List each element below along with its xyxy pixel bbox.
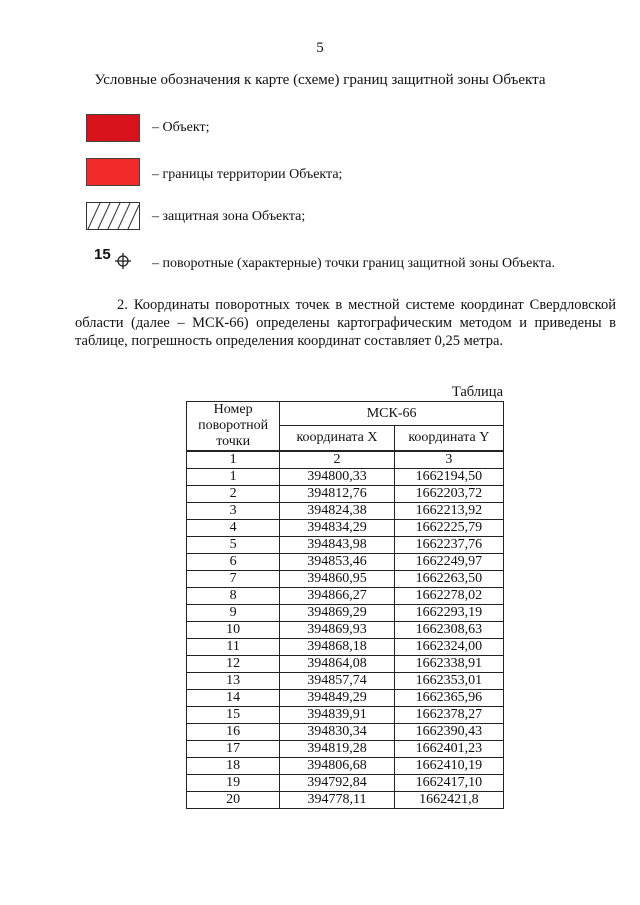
legend-item-turning-points (0, 246, 640, 282)
table-caption: Таблица (451, 384, 503, 400)
column-number: 3 (394, 451, 503, 469)
coord-x-cell: 394864,08 (280, 656, 394, 673)
point-number-cell: 3 (187, 503, 280, 520)
header-msk66: МСК-66 (280, 402, 504, 426)
coord-y-cell: 1662324,00 (394, 639, 503, 656)
coord-y-cell: 1662225,79 (394, 520, 503, 537)
table-row (187, 503, 504, 520)
point-number-cell: 4 (187, 520, 280, 537)
coord-x-cell: 394857,74 (280, 673, 394, 690)
coord-x-cell: 394834,29 (280, 520, 394, 537)
table-row (187, 537, 504, 554)
point-number-cell: 20 (187, 792, 280, 809)
coord-y-cell: 1662203,72 (394, 486, 503, 503)
legend-item-object (0, 114, 640, 146)
point-number-cell: 5 (187, 537, 280, 554)
table-row (187, 554, 504, 571)
coord-x-cell: 394868,18 (280, 639, 394, 656)
coordinates-table-body (187, 451, 504, 809)
coord-x-cell: 394866,27 (280, 588, 394, 605)
table-row (187, 656, 504, 673)
coord-x-cell: 394869,93 (280, 622, 394, 639)
legend-title: Условные обозначения к карте (схеме) границ защитной зоны Объекта (94, 72, 546, 88)
legend-item-protective-zone (0, 202, 640, 234)
coord-y-cell: 1662401,23 (394, 741, 503, 758)
point-number-cell: 14 (187, 690, 280, 707)
coord-y-cell: 1662338,91 (394, 656, 503, 673)
table-row (187, 741, 504, 758)
coord-y-cell: 1662390,43 (394, 724, 503, 741)
coord-y-cell: 1662293,19 (394, 605, 503, 622)
coord-y-cell: 1662308,63 (394, 622, 503, 639)
table-row (187, 588, 504, 605)
coord-x-cell: 394843,98 (280, 537, 394, 554)
coord-y-cell: 1662213,92 (394, 503, 503, 520)
table-row (187, 758, 504, 775)
coord-y-cell: 1662421,8 (394, 792, 503, 809)
coord-x-cell: 394778,11 (280, 792, 394, 809)
coord-y-cell: 1662194,50 (394, 469, 503, 486)
coord-x-cell: 394806,68 (280, 758, 394, 775)
point-number-cell: 15 (187, 707, 280, 724)
point-number-cell: 18 (187, 758, 280, 775)
point-number-cell: 9 (187, 605, 280, 622)
table-row (187, 775, 504, 792)
point-number-cell: 10 (187, 622, 280, 639)
point-number-cell: 19 (187, 775, 280, 792)
coord-y-cell: 1662263,50 (394, 571, 503, 588)
header-x: координата X (280, 426, 394, 451)
table-row (187, 792, 504, 809)
table-row (187, 605, 504, 622)
coord-x-cell: 394849,29 (280, 690, 394, 707)
coord-y-cell: 1662365,96 (394, 690, 503, 707)
coord-x-cell: 394860,95 (280, 571, 394, 588)
territory-swatch (86, 158, 140, 186)
point-number-cell: 17 (187, 741, 280, 758)
crosshair-point-icon (114, 252, 132, 270)
coord-y-cell: 1662410,19 (394, 758, 503, 775)
coord-y-cell: 1662278,02 (394, 588, 503, 605)
point-number-cell: 2 (187, 486, 280, 503)
column-number: 2 (280, 451, 394, 469)
header-point-number: Номер поворотной точки (187, 402, 280, 452)
coord-y-cell: 1662417,10 (394, 775, 503, 792)
point-number-cell: 1 (187, 469, 280, 486)
column-number: 1 (187, 451, 280, 469)
header-y: координата Y (394, 426, 503, 451)
legend-label-protective-zone: – защитная зона Объекта; (152, 209, 306, 224)
legend-item-territory (0, 158, 640, 190)
coord-y-cell: 1662353,01 (394, 673, 503, 690)
table-row (187, 571, 504, 588)
table-row (187, 486, 504, 503)
coord-x-cell: 394839,91 (280, 707, 394, 724)
legend-label-object: – Объект; (152, 120, 210, 135)
point-number-cell: 6 (187, 554, 280, 571)
point-number-cell: 11 (187, 639, 280, 656)
table-row (187, 690, 504, 707)
object-swatch (86, 114, 140, 142)
coord-x-cell: 394869,29 (280, 605, 394, 622)
marker-number: 15 (94, 246, 111, 263)
legend-label-turning-points: – поворотные (характерные) точки границ защитной зоны Объекта. (152, 256, 555, 271)
column-number-row (187, 451, 504, 469)
point-number-cell: 13 (187, 673, 280, 690)
coord-x-cell: 394819,28 (280, 741, 394, 758)
coord-y-cell: 1662378,27 (394, 707, 503, 724)
table-row (187, 469, 504, 486)
point-number-cell: 7 (187, 571, 280, 588)
coordinates-paragraph: 2. Координаты поворотных точек в местной системе координат Свердловской области (далее – МСК-66) определены картографическим методом и приведены в таблице, погрешность определения координат составляет 0,25 метра. (75, 297, 616, 349)
coord-y-cell: 1662249,97 (394, 554, 503, 571)
table-row (187, 724, 504, 741)
coord-y-cell: 1662237,76 (394, 537, 503, 554)
table-row (187, 673, 504, 690)
coord-x-cell: 394853,46 (280, 554, 394, 571)
page-number: 5 (316, 40, 324, 56)
coord-x-cell: 394812,76 (280, 486, 394, 503)
table-row (187, 707, 504, 724)
table-row (187, 622, 504, 639)
coordinates-table (186, 401, 504, 809)
point-number-cell: 16 (187, 724, 280, 741)
coord-x-cell: 394824,38 (280, 503, 394, 520)
hatch-swatch (86, 202, 140, 230)
coord-x-cell: 394792,84 (280, 775, 394, 792)
table-row (187, 639, 504, 656)
legend-label-territory: – границы территории Объекта; (152, 167, 343, 182)
point-number-cell: 12 (187, 656, 280, 673)
coord-x-cell: 394830,34 (280, 724, 394, 741)
table-row (187, 520, 504, 537)
point-number-cell: 8 (187, 588, 280, 605)
coord-x-cell: 394800,33 (280, 469, 394, 486)
